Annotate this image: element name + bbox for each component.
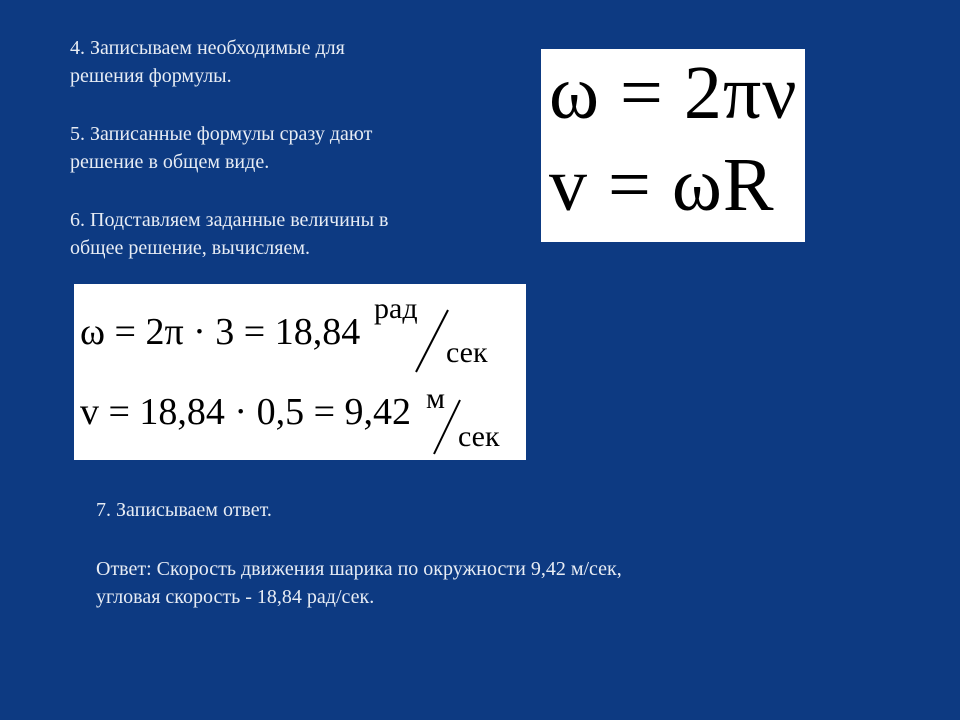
unit-rad-per-sec — [374, 294, 514, 374]
step-5-line-1: 5. Записанные формулы сразу дают — [70, 123, 373, 145]
answer-line-2: угловая скорость - 18,84 рад/сек. — [96, 586, 375, 608]
answer-line-1: Ответ: Скорость движения шарика по окружности 9,42 м/сек, — [96, 558, 622, 580]
step-5-text — [70, 120, 372, 176]
unit-m-per-sec — [426, 384, 526, 456]
step-6-text — [70, 206, 388, 262]
step-6-line-1: 6. Подставляем заданные величины в — [70, 209, 389, 231]
calculation-box — [74, 284, 526, 460]
step-5-line-2: решение в общем виде. — [70, 151, 270, 173]
step-7-text — [96, 496, 272, 524]
unit-m-denominator: сек — [458, 420, 500, 453]
step-4-line-2: решения формулы. — [70, 65, 232, 87]
formula-box — [541, 49, 805, 242]
step-6-line-2: общее решение, вычисляем. — [70, 237, 310, 259]
answer-text — [96, 555, 622, 611]
formula-angular-velocity: ω = 2πν — [549, 51, 798, 135]
unit-m-numerator: м — [426, 382, 445, 415]
unit-rad-numerator: рад — [374, 292, 418, 325]
calculation-line-omega: ω = 2π · 3 = 18,84 — [80, 311, 361, 353]
step-4-text — [70, 34, 345, 90]
calculation-line-velocity: v = 18,84 · 0,5 = 9,42 — [80, 391, 412, 433]
formula-linear-velocity: v = ωR — [549, 143, 775, 227]
unit-rad-denominator: сек — [446, 336, 488, 369]
step-4-line-1: 4. Записываем необходимые для — [70, 37, 345, 59]
step-7-line-1: 7. Записываем ответ. — [96, 499, 272, 521]
